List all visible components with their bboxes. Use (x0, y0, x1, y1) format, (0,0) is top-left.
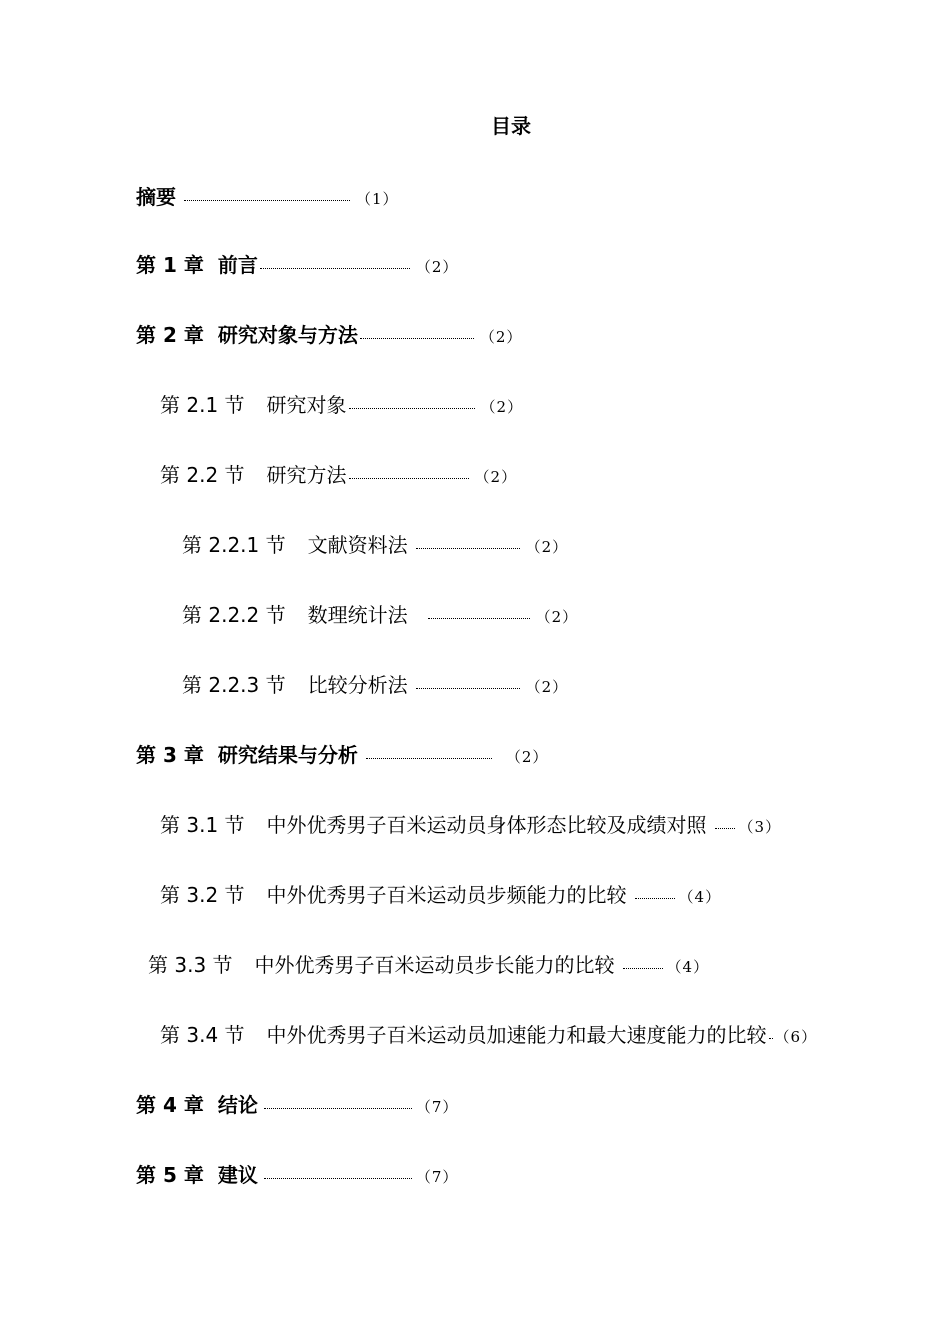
toc-page-number: （2） (474, 468, 518, 486)
toc-entry-label: 中外优秀男子百米运动员步长能力的比较 (254, 953, 615, 977)
toc-entry-section-3-2[interactable] (160, 882, 721, 908)
toc-leader-dots (635, 898, 675, 899)
toc-leader-dots (264, 1108, 412, 1109)
toc-entry-chapter-1[interactable] (136, 252, 458, 278)
toc-entry-number: 第 3.4 节 (160, 1023, 245, 1047)
toc-entry-number: 第 2.2 节 (160, 463, 245, 487)
toc-entry-subsection-2-2-3[interactable] (182, 672, 568, 698)
toc-entry-subsection-2-2-1[interactable] (182, 532, 568, 558)
toc-entry-number: 第 5 章 (136, 1163, 204, 1187)
toc-entry-chapter-5[interactable] (136, 1162, 458, 1188)
toc-entry-section-2-2[interactable] (160, 462, 517, 488)
toc-leader-dots (260, 268, 410, 269)
toc-leader-dots (349, 478, 469, 479)
toc-entry-number: 第 2.2.1 节 (182, 533, 286, 557)
toc-leader-dots (264, 1178, 412, 1179)
toc-page-number: （7） (415, 1098, 459, 1116)
toc-entry-label: 数理统计法 (307, 603, 408, 627)
toc-entry-number: 第 2 章 (136, 323, 204, 347)
toc-leader-dots (623, 968, 663, 969)
toc-page-number: （7） (415, 1168, 459, 1186)
toc-entry-number: 第 4 章 (136, 1093, 204, 1117)
toc-entry-section-3-4[interactable] (160, 1022, 817, 1048)
toc-entry-number: 第 2.2.3 节 (182, 673, 286, 697)
toc-entry-number: 第 3.2 节 (160, 883, 245, 907)
toc-leader-dots (360, 338, 474, 339)
toc-entry-label: 文献资料法 (307, 533, 408, 557)
toc-entry-number: 第 3.3 节 (148, 953, 233, 977)
toc-page-number: （2） (525, 538, 569, 556)
toc-entry-section-3-1[interactable] (160, 812, 781, 838)
toc-entry-label: 研究对象 (266, 393, 347, 417)
toc-entry-label: 建议 (217, 1163, 258, 1187)
toc-entry-label: 中外优秀男子百米运动员步频能力的比较 (266, 883, 627, 907)
toc-leader-dots (366, 758, 492, 759)
toc-entry-number: 摘要 (136, 185, 176, 209)
toc-entry-label: 研究方法 (266, 463, 347, 487)
toc-entry-chapter-2[interactable] (136, 322, 522, 348)
toc-entry-number: 第 3 章 (136, 743, 204, 767)
toc-leader-dots (349, 408, 475, 409)
toc-entry-label: 中外优秀男子百米运动员加速能力和最大速度能力的比较 (266, 1023, 767, 1047)
toc-page-number: （2） (479, 328, 523, 346)
toc-title: 目录 (491, 114, 531, 138)
toc-leader-dots (715, 828, 735, 829)
toc-entry-label: 前言 (217, 253, 258, 277)
toc-entry-label: 研究结果与分析 (217, 743, 358, 767)
toc-entry-number: 第 1 章 (136, 253, 204, 277)
toc-page-number: （2） (505, 748, 549, 766)
toc-leader-dots (416, 548, 520, 549)
toc-leader-dots (184, 200, 350, 201)
toc-page-number: （4） (678, 888, 722, 906)
toc-leader-dots (769, 1038, 773, 1039)
toc-entry-number: 第 3.1 节 (160, 813, 245, 837)
toc-entry-label: 结论 (217, 1093, 258, 1117)
toc-entry-section-3-3[interactable] (148, 952, 709, 978)
toc-entry-chapter-3[interactable] (136, 742, 548, 768)
toc-entry-number: 第 2.1 节 (160, 393, 245, 417)
toc-entry-label: 比较分析法 (307, 673, 408, 697)
toc-leader-dots (416, 688, 520, 689)
toc-page-number: （3） (738, 818, 782, 836)
toc-page-number: （2） (415, 258, 459, 276)
toc-page-number: （4） (666, 958, 710, 976)
toc-entry-subsection-2-2-2[interactable] (182, 602, 578, 628)
toc-page-number: （2） (535, 608, 579, 626)
toc-entry-number: 第 2.2.2 节 (182, 603, 286, 627)
toc-entry-chapter-4[interactable] (136, 1092, 458, 1118)
toc-page-number: （6） (774, 1028, 818, 1046)
toc-page-number: （1） (356, 190, 399, 208)
toc-page-number: （2） (525, 678, 569, 696)
toc-leader-dots (428, 618, 530, 619)
toc-page-number: （2） (480, 398, 524, 416)
toc-entry-label: 中外优秀男子百米运动员身体形态比较及成绩对照 (266, 813, 707, 837)
toc-entry-label: 研究对象与方法 (217, 323, 358, 347)
toc-entry-abstract[interactable] (136, 184, 399, 210)
toc-entry-section-2-1[interactable] (160, 392, 523, 418)
